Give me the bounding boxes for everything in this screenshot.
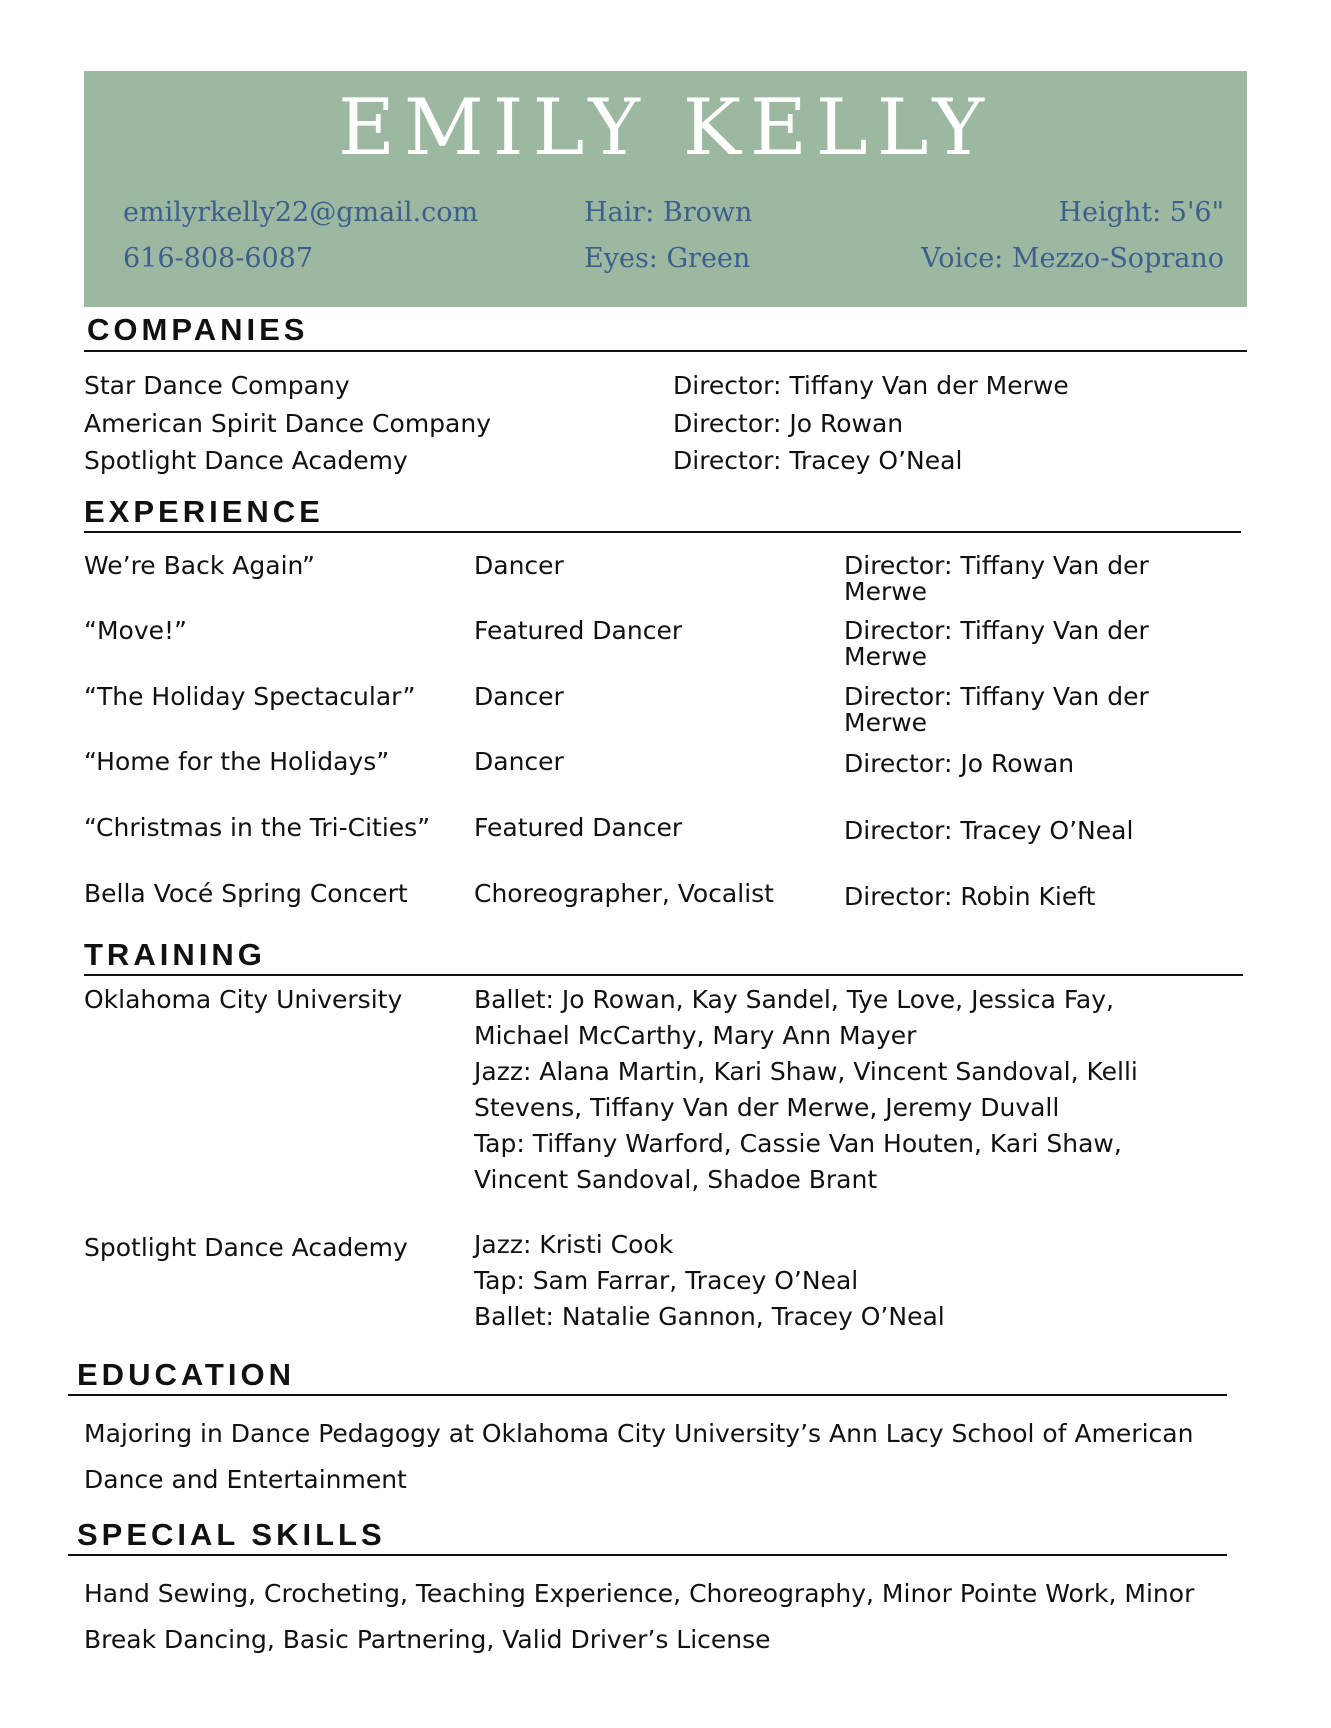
training-line: Jazz: Kristi Cook: [474, 1230, 674, 1259]
company-name: American Spirit Dance Company: [84, 409, 491, 438]
training-heading: TRAINING: [84, 937, 266, 972]
experience-director: Director: Tiffany Van der Merwe: [844, 551, 1149, 606]
experience-divider: [84, 531, 1241, 533]
experience-role: Dancer: [474, 747, 564, 776]
training-line: Ballet: Natalie Gannon, Tracey O’Neal: [474, 1302, 945, 1331]
height: Height: 5'6": [1058, 197, 1224, 228]
experience-director: Director: Robin Kieft: [844, 882, 1096, 911]
companies-divider: [84, 350, 1247, 352]
experience-role: Featured Dancer: [474, 813, 683, 842]
special-skills-divider: [68, 1554, 1227, 1556]
training-instructors: [474, 1227, 945, 1335]
eye-color: Eyes: Green: [584, 243, 751, 274]
skills-line: Break Dancing, Basic Partnering, Valid Driver’s License: [84, 1625, 771, 1654]
company-name: Spotlight Dance Academy: [84, 446, 408, 475]
voice-type: Voice: Mezzo-Soprano: [921, 243, 1224, 274]
training-school: Spotlight Dance Academy: [84, 1233, 408, 1262]
education-line: Majoring in Dance Pedagogy at Oklahoma City University’s Ann Lacy School of American: [84, 1419, 1194, 1448]
training-line: Ballet: Jo Rowan, Kay Sandel, Tye Love, Jessica Fay,: [474, 985, 1114, 1014]
experience-director: Director: Jo Rowan: [844, 749, 1075, 778]
education-heading: EDUCATION: [77, 1357, 295, 1392]
experience-heading: EXPERIENCE: [84, 494, 324, 529]
candidate-name: EMILY KELLY: [337, 83, 994, 173]
experience-director: Director: Tiffany Van der Merwe: [844, 616, 1149, 671]
training-line: Jazz: Alana Martin, Kari Shaw, Vincent Sandoval, Kelli: [474, 1057, 1138, 1086]
experience-show: Bella Vocé Spring Concert: [84, 879, 408, 908]
phone: 616-808-6087: [123, 243, 314, 274]
education-divider: [68, 1394, 1227, 1396]
experience-director: Director: Tiffany Van der Merwe: [844, 682, 1149, 737]
experience-role: Dancer: [474, 551, 564, 580]
companies-heading: COMPANIES: [87, 312, 309, 347]
hair-color: Hair: Brown: [584, 197, 753, 228]
training-line: Stevens, Tiffany Van der Merwe, Jeremy Duvall: [474, 1093, 1060, 1122]
special-skills-heading: SPECIAL SKILLS: [77, 1517, 386, 1552]
experience-show: “Christmas in the Tri-Cities”: [84, 813, 431, 842]
company-director: Director: Tracey O’Neal: [673, 446, 963, 475]
experience-show: We’re Back Again”: [84, 551, 315, 580]
company-name: Star Dance Company: [84, 371, 350, 400]
training-line: Vincent Sandoval, Shadoe Brant: [474, 1165, 878, 1194]
training-school: Oklahoma City University: [84, 985, 403, 1014]
experience-show: “Home for the Holidays”: [84, 747, 390, 776]
education-text: [84, 1411, 1193, 1503]
company-director: Director: Jo Rowan: [673, 409, 904, 438]
special-skills-text: [84, 1571, 1194, 1663]
experience-role: Dancer: [474, 682, 564, 711]
training-line: Tap: Tiffany Warford, Cassie Van Houten, Kari Shaw,: [474, 1129, 1122, 1158]
skills-line: Hand Sewing, Crocheting, Teaching Experience, Choreography, Minor Pointe Work, Minor: [84, 1579, 1195, 1608]
training-instructors: [474, 982, 1138, 1198]
experience-director: Director: Tracey O’Neal: [844, 816, 1134, 845]
training-divider: [84, 974, 1243, 976]
training-line: Tap: Sam Farrar, Tracey O’Neal: [474, 1266, 859, 1295]
training-line: Michael McCarthy, Mary Ann Mayer: [474, 1021, 917, 1050]
experience-show: “Move!”: [84, 616, 187, 645]
education-line: Dance and Entertainment: [84, 1465, 407, 1494]
experience-show: “The Holiday Spectacular”: [84, 682, 416, 711]
company-director: Director: Tiffany Van der Merwe: [673, 371, 1069, 400]
experience-role: Featured Dancer: [474, 616, 683, 645]
email: emilyrkelly22@gmail.com: [123, 197, 479, 228]
experience-role: Choreographer, Vocalist: [474, 879, 774, 908]
